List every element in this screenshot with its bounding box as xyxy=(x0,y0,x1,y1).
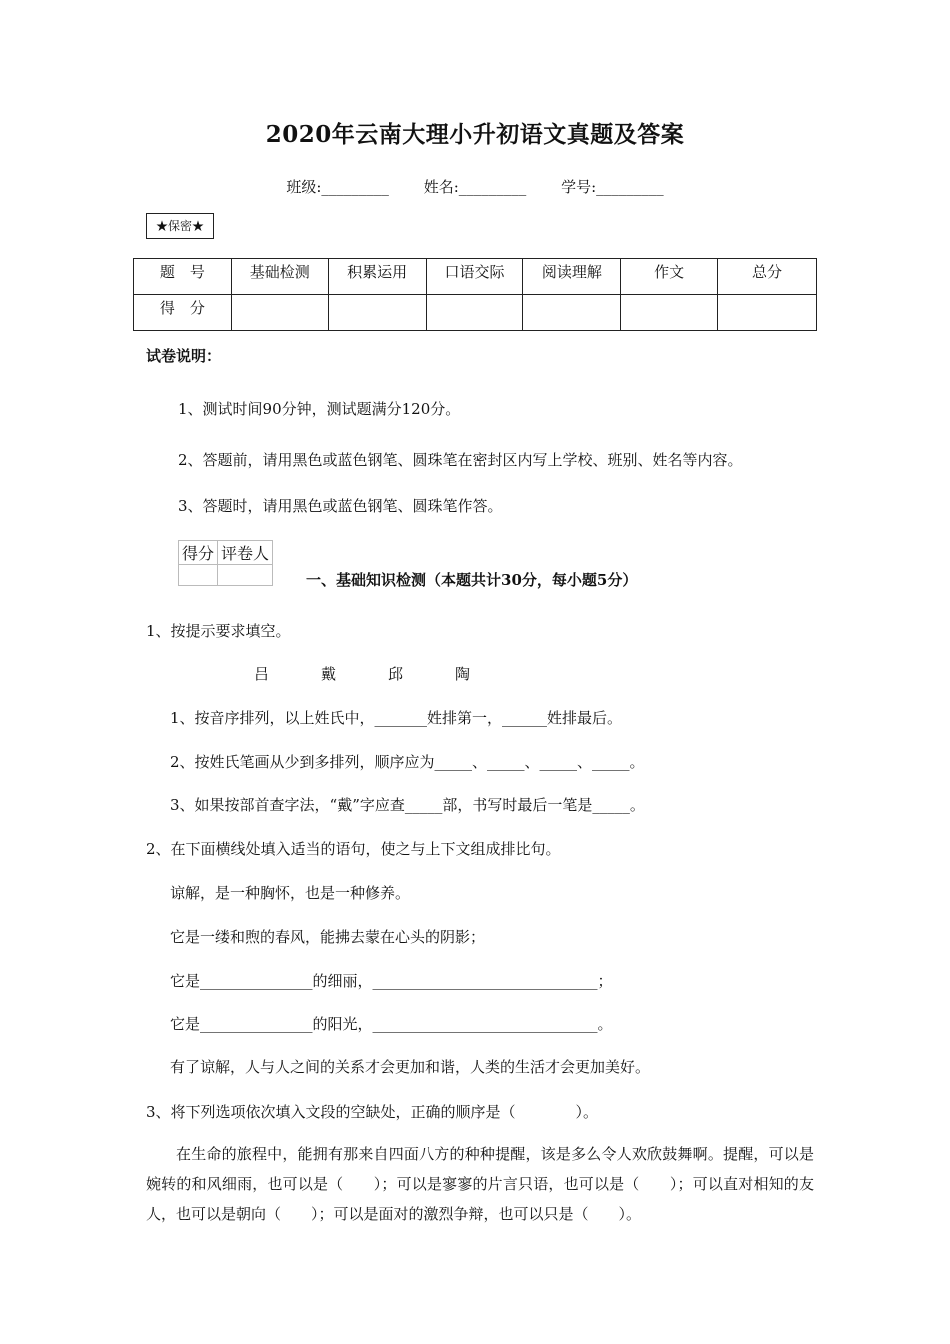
grader-box xyxy=(178,540,273,586)
header-cell: 积累运用 xyxy=(328,259,426,295)
surname-characters xyxy=(254,663,522,684)
name-field[interactable]: 姓名:_________ xyxy=(423,178,527,196)
score-cell[interactable] xyxy=(523,295,621,331)
instruction-item: 3、答题时，请用黑色或蓝色钢笔、圆珠笔作答。 xyxy=(178,497,503,515)
header-cell: 基础检测 xyxy=(231,259,328,295)
score-cell[interactable] xyxy=(426,295,523,331)
grader-name-label: 评卷人 xyxy=(218,541,273,565)
surname-char: 吕 xyxy=(254,665,270,683)
grader-score-label: 得分 xyxy=(179,541,218,565)
question-2-line: 它是_______________的阳光，______________________________。 xyxy=(170,1015,613,1033)
question-1-stem: 1、按提示要求填空。 xyxy=(146,622,291,640)
header-cell: 总分 xyxy=(718,259,817,295)
question-3-paragraph: 在生命的旅程中，能拥有那来自四面八方的种种提醒，该是多么令人欢欣鼓舞啊。提醒，可以是婉转的和风细雨，也可以是（ ）；可以是寥寥的片言只语，也可以是（ ）；可以直对相知的友人，也可以是朝向（ ）；可以是面对的激烈争辩，也可以只是（ ）。 xyxy=(146,1145,814,1223)
header-cell: 口语交际 xyxy=(426,259,523,295)
class-field[interactable]: 班级:_________ xyxy=(286,178,389,196)
question-2-line: 有了谅解，人与人之间的关系才会更加和谐，人类的生活才会更加美好。 xyxy=(170,1058,651,1076)
score-cell[interactable] xyxy=(328,295,426,331)
header-cell: 题 号 xyxy=(134,259,232,295)
page-title: 2020年云南大理小升初语文真题及答案 xyxy=(265,121,685,148)
score-table xyxy=(133,258,817,331)
header-cell: 阅读理解 xyxy=(523,259,621,295)
score-table-score-row xyxy=(134,295,817,331)
student-info-line xyxy=(0,176,950,197)
instruction-item: 2、答题前，请用黑色或蓝色钢笔、圆珠笔在密封区内写上学校、班别、姓名等内容。 xyxy=(178,451,743,469)
question-3-stem: 3、将下列选项依次填入文段的空缺处，正确的顺序是（ ）。 xyxy=(146,1103,599,1121)
question-2-stem: 2、在下面横线处填入适当的语句，使之与上下文组成排比句。 xyxy=(146,840,561,858)
instruction-item: 1、测试时间90分钟，测试题满分120分。 xyxy=(178,400,461,418)
grader-name-cell[interactable] xyxy=(218,565,273,586)
surname-char: 戴 xyxy=(321,665,337,683)
score-cell[interactable] xyxy=(621,295,718,331)
score-table-header-row xyxy=(134,259,817,295)
question-2-line: 它是一缕和煦的春风，能拂去蒙在心头的阴影； xyxy=(170,928,486,946)
question-1-item: 1、按音序排列，以上姓氏中，_______姓排第一，______姓排最后。 xyxy=(170,709,623,727)
question-1-item: 3、如果按部首查字法，“戴”字应查_____部，书写时最后一笔是_____。 xyxy=(170,796,645,814)
instructions-heading: 试卷说明： xyxy=(146,347,222,365)
score-cell[interactable] xyxy=(718,295,817,331)
question-1-item: 2、按姓氏笔画从少到多排列，顺序应为_____、_____、_____、_____。 xyxy=(170,753,645,771)
grader-score-cell[interactable] xyxy=(179,565,218,586)
student-id-field[interactable]: 学号:_________ xyxy=(561,178,664,196)
surname-char: 邱 xyxy=(388,665,404,683)
question-2-line: 它是_______________的细丽，______________________________； xyxy=(170,972,613,990)
score-row-label: 得 分 xyxy=(134,295,232,331)
section-title: 一、基础知识检测（本题共计30分，每小题5分） xyxy=(306,571,638,589)
surname-char: 陶 xyxy=(455,665,471,683)
score-cell[interactable] xyxy=(231,295,328,331)
confidential-tag: ★保密★ xyxy=(146,213,214,239)
header-cell: 作文 xyxy=(621,259,718,295)
question-2-line: 谅解，是一种胸怀，也是一种修养。 xyxy=(170,884,411,902)
